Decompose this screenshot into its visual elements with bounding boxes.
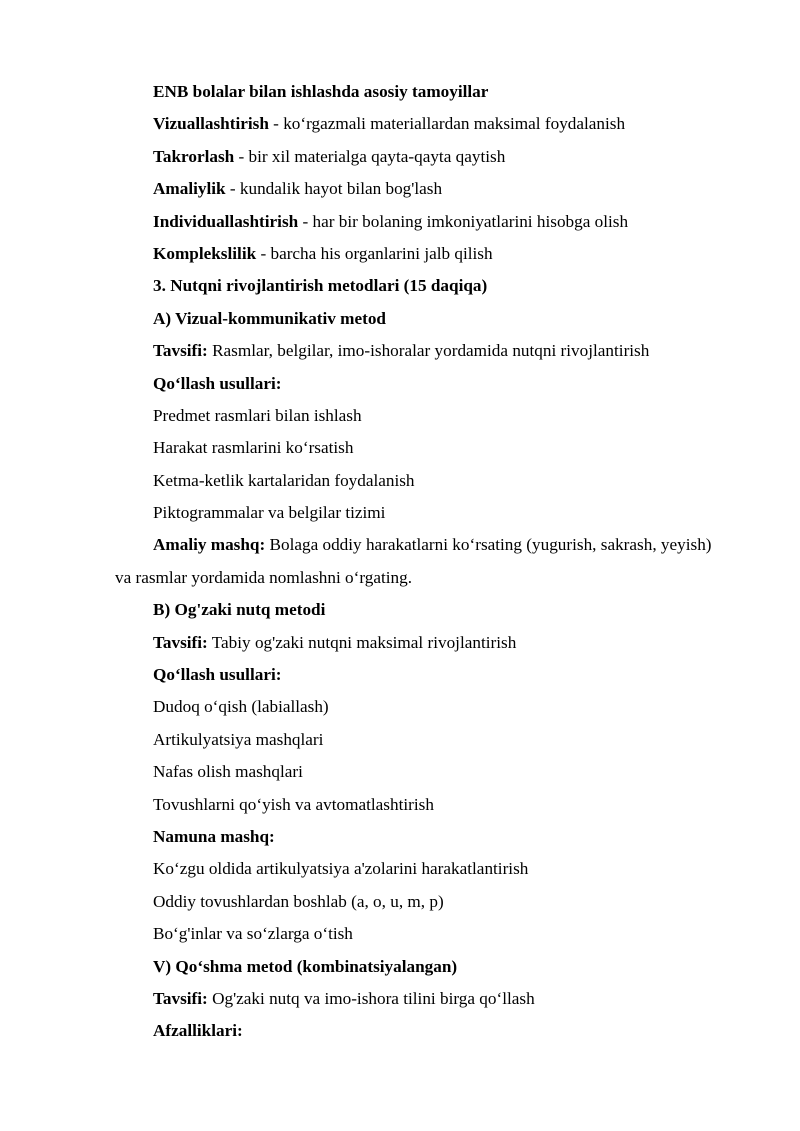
principle-desc: - barcha his organlarini jalb qilish <box>256 243 493 263</box>
usage-label: Qo‘llash usullari: <box>153 665 282 685</box>
method-title-text: V) Qo‘shma metod (kombinatsiyalangan) <box>153 956 458 976</box>
list-item: Ko‘zgu oldida artikulyatsiya a'zolarini harakatlantirish <box>153 859 529 879</box>
list-item: Dudoq o‘qish (labiallash) <box>153 697 329 717</box>
list-item: Tovushlarni qo‘yish va avtomatlashtirish <box>153 794 434 814</box>
principle-term: Takrorlash <box>153 146 235 166</box>
principle-item <box>115 238 715 270</box>
principle-desc: - har bir bolaning imkoniyatlarini hisobga olish <box>298 211 629 231</box>
principle-item <box>115 206 715 238</box>
principle-item <box>115 141 715 173</box>
method-title-text: A) Vizual-kommunikativ metod <box>153 308 386 328</box>
list-item: Oddiy tovushlardan boshlab (a, o, u, m, p) <box>153 891 444 911</box>
list-item: Nafas olish mashqlari <box>153 762 303 782</box>
section-title-text: 3. Nutqni rivojlantirish metodlari (15 daqiqa) <box>153 276 488 296</box>
usage-label: Qo‘llash usullari: <box>153 373 282 393</box>
method-v-description <box>115 983 715 1015</box>
method-v-title <box>115 951 715 983</box>
exercise-label: Amaliy mashq: <box>153 535 266 555</box>
list-item: Predmet rasmlari bilan ishlash <box>153 405 362 425</box>
sample-label: Namuna mashq: <box>153 827 275 847</box>
principle-desc: - kundalik hayot bilan bog'lash <box>225 179 443 199</box>
method-b-usage-label <box>115 659 715 691</box>
method-a-exercise <box>115 529 715 594</box>
description-text: Tabiy og'zaki nutqni maksimal rivojlantirish <box>207 632 517 652</box>
method-title-text: B) Og'zaki nutq metodi <box>153 600 326 620</box>
description-label: Tavsifi: <box>153 988 208 1008</box>
exercise-text: Bolaga oddiy harakatlarni ko‘rsating (yugurish, sakrash, yeyish) va rasmlar yordamida nomlashni o‘rgating. <box>115 535 712 587</box>
document-body <box>115 76 715 1048</box>
description-label: Tavsifi: <box>153 341 208 361</box>
method-b-sample-label <box>115 821 715 853</box>
description-label: Tavsifi: <box>153 632 208 652</box>
list-item: Artikulyatsiya mashqlari <box>153 729 324 749</box>
section-title <box>115 270 715 302</box>
principle-item <box>115 108 715 140</box>
method-v-advantages-label <box>115 1015 715 1047</box>
method-a-description <box>115 335 715 367</box>
description-text: Rasmlar, belgilar, imo-ishoralar yordamida nutqni rivojlantirish <box>207 341 650 361</box>
principle-item <box>115 173 715 205</box>
method-a-usage-label <box>115 368 715 400</box>
method-a-title <box>115 303 715 335</box>
principles-heading <box>115 76 715 108</box>
principle-term: Vizuallashtirish <box>153 114 269 134</box>
advantages-label: Afzalliklari: <box>153 1021 243 1041</box>
method-b-title <box>115 594 715 626</box>
description-text: Og'zaki nutq va imo-ishora tilini birga qo‘llash <box>207 988 535 1008</box>
heading-text: ENB bolalar bilan ishlashda asosiy tamoyillar <box>153 82 489 101</box>
principle-desc: - bir xil materialga qayta-qayta qaytish <box>234 146 506 166</box>
method-b-description <box>115 627 715 659</box>
list-item: Harakat rasmlarini ko‘rsatish <box>153 438 354 458</box>
list-item: Piktogrammalar va belgilar tizimi <box>153 503 386 523</box>
principle-term: Amaliylik <box>153 179 226 199</box>
principle-term: Komplekslilik <box>153 243 257 263</box>
list-item: Ketma-ketlik kartalaridan foydalanish <box>153 470 415 490</box>
principle-desc: - ko‘rgazmali materiallardan maksimal foydalanish <box>268 114 626 134</box>
principle-term: Individuallashtirish <box>153 211 299 231</box>
list-item: Bo‘g'inlar va so‘zlarga o‘tish <box>153 924 353 944</box>
